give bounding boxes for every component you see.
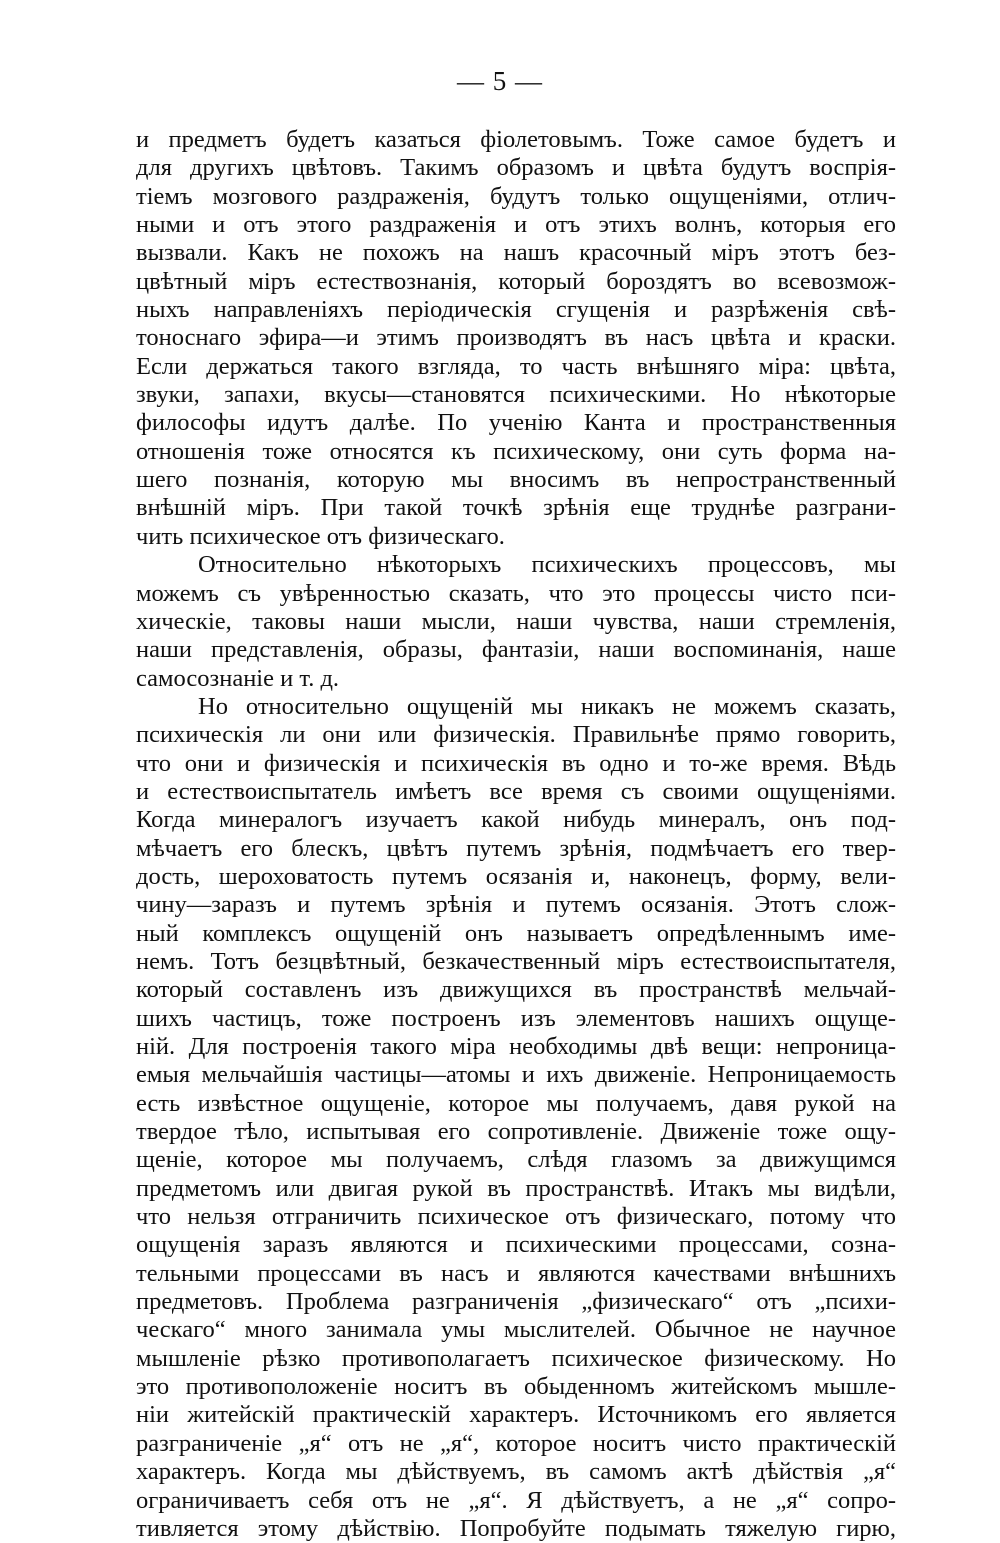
text-line: Если держаться такого взгляда, то часть внѣшняго міра: цвѣта, (136, 352, 896, 380)
text-line: который составленъ изъ движущихся въ пространствѣ мельчай- (136, 976, 896, 1004)
text-line: что нельзя отграничить психическое отъ физическаго, потому что (136, 1203, 896, 1231)
text-line: емыя мельчайшія частицы—атомы и ихъ движеніе. Непроницаемость (136, 1061, 896, 1089)
text-line: предметовъ. Проблема разграниченія „физическаго“ отъ „психи- (136, 1288, 896, 1316)
text-line: чину—заразъ и путемъ зрѣнія и путемъ осязанія. Этотъ слож- (136, 891, 896, 919)
text-line: чить психическое отъ физическаго. (136, 522, 505, 550)
text-line: твердое тѣло, испытывая его сопротивленіе. Движеніе тоже ощу- (136, 1118, 896, 1146)
text-line: ныхъ направленіяхъ періодическія сгущенія и разрѣженія свѣ- (136, 296, 896, 324)
text-line: разграниченіе „я“ отъ не „я“, которое носитъ чисто практическій (136, 1429, 896, 1457)
text-line: ный комплексъ ощущеній онъ называетъ опредѣленнымъ име- (136, 919, 896, 947)
text-line: дость, шероховатость путемъ осязанія и, наконецъ, форму, вели- (136, 862, 896, 890)
text-line: ческаго“ много занимала умы мыслителей. Обычное не научное (136, 1316, 896, 1344)
text-line: Когда минералогъ изучаетъ какой нибудь минералъ, онъ под- (136, 806, 896, 834)
text-line: философы идутъ далѣе. По ученію Канта и пространственныя (136, 409, 896, 437)
text-line: вызвали. Какъ не похожъ на нашъ красочный міръ этотъ без- (136, 239, 896, 267)
text-line: тоноснаго эфира—и этимъ производятъ въ насъ цвѣта и краски. (136, 324, 896, 352)
body-text (136, 126, 896, 1543)
text-line: психическія ли они или физическія. Правильнѣе прямо говорить, (136, 721, 896, 749)
text-line: характеръ. Когда мы дѣйствуемъ, въ самомъ актѣ дѣйствія „я“ (136, 1458, 896, 1486)
text-line: мышленіе рѣзко противополагаетъ психическое физическому. Но (136, 1344, 896, 1372)
text-line: ніи житейскій практическій характеръ. Источникомъ его является (136, 1401, 896, 1429)
text-line: ощущенія заразъ являются и психическими процессами, созна- (136, 1231, 896, 1259)
text-line: ограничиваетъ себя отъ не „я“. Я дѣйствуетъ, а не „я“ сопро- (136, 1486, 896, 1514)
text-line: щеніе, которое мы получаемъ, слѣдя глазомъ за движущимся (136, 1146, 896, 1174)
text-line: Относительно нѣкоторыхъ психическихъ процессовъ, мы (198, 551, 896, 579)
text-line: что они и физическія и психическія въ одно и то-же время. Вѣдь (136, 749, 896, 777)
text-line: цвѣтный міръ естествознанія, который бороздятъ во всевозмож- (136, 267, 896, 295)
text-line: Но относительно ощущеній мы никакъ не можемъ сказать, (198, 692, 896, 720)
text-line: хическіе, таковы наши мысли, наши чувства, наши стремленія, (136, 607, 896, 635)
text-line: звуки, запахи, вкусы—становятся психическими. Но нѣкоторые (136, 381, 896, 409)
text-line: мѣчаетъ его блескъ, цвѣтъ путемъ зрѣнія, подмѣчаетъ его твер- (136, 834, 896, 862)
text-line: предметомъ или двигая рукой въ пространствѣ. Итакъ мы видѣли, (136, 1174, 896, 1202)
text-line: есть извѣстное ощущеніе, которое мы получаемъ, давя рукой на (136, 1089, 896, 1117)
text-line: шихъ частицъ, тоже построенъ изъ элементовъ нашихъ ощуще- (136, 1004, 896, 1032)
text-line: ній. Для построенія такого міра необходимы двѣ вещи: непроница- (136, 1033, 896, 1060)
text-line: тіемъ мозгового раздраженія, будутъ только ощущеніями, отлич- (136, 182, 896, 210)
text-line: это противоположеніе носитъ въ обыденномъ житейскомъ мышле- (136, 1373, 896, 1401)
text-line: тивляется этому дѣйствію. Попробуйте подымать тяжелую гирю, (136, 1514, 896, 1542)
text-line: наши представленія, образы, фантазіи, наши воспоминанія, наше (136, 636, 896, 664)
page-number: — 5 — (457, 66, 543, 96)
text-line: шего познанія, которую мы вносимъ въ непространственный (136, 466, 896, 494)
text-line: можемъ съ увѣренностью сказать, что это процессы чисто пси- (136, 579, 896, 607)
text-line: для другихъ цвѣтовъ. Такимъ образомъ и цвѣта будутъ воспрія- (136, 154, 896, 182)
text-line: самосознаніе и т. д. (136, 664, 340, 692)
text-line: и предметъ будетъ казаться фіолетовымъ. Тоже самое будетъ и (136, 126, 896, 153)
text-line: тельными процессами въ насъ и являются качествами внѣшнихъ (136, 1259, 896, 1287)
text-line: и естествоиспытатель имѣетъ все время съ своими ощущеніями. (136, 777, 896, 805)
text-line: немъ. Тотъ безцвѣтный, безкачественный міръ естествоиспытателя, (136, 947, 896, 975)
text-line: ными и отъ этого раздраженія и отъ этихъ волнъ, которыя его (136, 211, 896, 239)
text-line: внѣшній міръ. При такой точкѣ зрѣнія еще труднѣе разграни- (136, 494, 896, 522)
text-line: отношенія тоже относятся къ психическому, они суть форма на- (136, 437, 896, 465)
